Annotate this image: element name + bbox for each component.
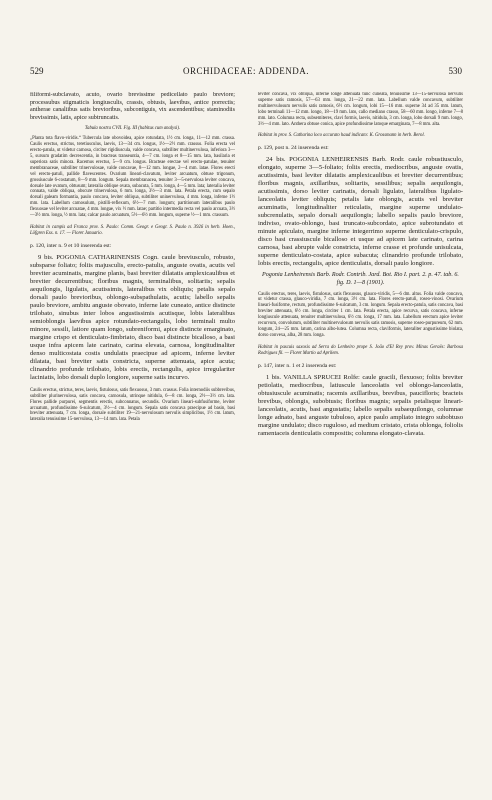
species-name: VANILLA SPRUCEI Rolfe:: [283, 373, 360, 381]
species-number: 24 bis.: [266, 156, 286, 164]
species-diagnosis: caule gracili, flexuoso; foliis breviter petiolatis, mediocribus, latiuscule lanceolatis vel oblongo-lanceolatis, obtusiuscule acuminatis; racemis axillaribus, brevibus, paucifloris; bracteis brevibus, oblongis, subobtusis; floribus magnis; sepalis petalisque lineari-lanceolatis, acutis, basi angustatis; labello sepalis subaequilongo, columnae longe adnato, basi anguste tubuloso, apice paulo ampliato integro subobtuso margine undulato; disco ruguloso, ad medium cristato, crista oblonga, foliolis ramentaceis denticulatis compositis; columna elongato-clavata.: [258, 373, 463, 437]
description-detail: „Planta tota flavo-viridis.“ Tubercula late obovoidea, apice rotundata, 1½ cm. longa, 11—12 mm. crassa. Caulis erectus, strictus, teretiusculus, laevis, 13—34 cm. longus, 1½—2½ mm. crassus. Folia erecta vel erecto-patula, ut videtur carnosa, circiter rigidiuscula, valde concava, subtiliter multinervulosa, inferiora 3—5, sursum gradatim decrescentia, in bracteas transeuntia, 4—7 cm. longa et 8—15 mm. lata, basilaria et superiora satis minora. Racemus erectus, 5—9 cm. longus. Bracteae erectae vel erecto-patulae, tenuiter membranaceae, subtiliter trinervulosae, valde concavae, 8—12 mm. longae, 2—4 mm. latae. Flores erecti vel erecto-patuli, pallide flavescentes. Ovarium lineari-clavatum, leviter arcuatum, obtuse trigonum, grossiuscule 6-costatum, 8—9 mm. longum. Sepala membranacea, tenuiter 3—5-nervulosa leviter concava, dorsale late ovatum, obtusum; lateralia oblique ovata, subacuta, 5 mm. longa, 4—5 mm. lata; lateralia leviter connata, valde obliqua, obscure trinervulosa, 6 mm. longa, 3½—3 mm. lata. Petala erecta, cum sepalo dorsali galeam formantia, paulo concava, leviter obliqua, subtiliter uninervulosa, 4 mm. longa, inferne 1½ mm. lata. Labellum carnosulum, pistilli-reflexum, 6½—7 mm. longum; partitionum lateralibus paulo flexuosae vel leviter arcuatae, 4 mm. longae, vix ½ mm. latae; partitio intermedia recta vel paulo arcuata, 3½—3½ mm. longa, ½ mm. lata; calcar paulo arcuatum, 5½—6½ mm. longum, superne ½—1 mm. crassum.: [30, 136, 235, 219]
page-number-right: 530: [448, 66, 462, 76]
insertion-note: p. 129, post n. 24 inserenda est:: [258, 145, 329, 152]
left-column: [30, 92, 235, 782]
species-entry: [258, 374, 463, 438]
species-diagnosis: caule robustiusculo, elongato, superne 3—5-foliato; foliis erectis, mediocribus, anguste ovatis, acutissimis, basi leviter dilatatis amplexicaulibus et breviter decurrentibus; floribus magnis, axillaribus, solitariis, sessilibus; sepalis aequilongis, acutissimis, dorso leviter carinatis, dorsali ligulato, lateralibus ligulato-lanceolatis leviter obliquis; petalis late oblongis, acutis vel breviter acuminatis, longitudinaliter reticulatis, margine superne undulato-subcrenulatis, sepalo dorsali aequilongis; labello sepalis paulo breviore, indiviso, ovato-oblongo, basi truncato-subcordato, apice subrotundato et minute apiculato, margine inferne integerrimo superne denticulato-crispulo, disco basi crassiuscule bicalloso et usque ad apicem late carinato, carina carnosa, basi abrupte valde constricta, inferne crasse et profunde unisulcata, superne denticulato-costata, apice subacuta; clinandrio profunde trilobato, lobis erectis, rectangulis, apice denticulatis, dorsali paulo longiore.: [258, 156, 463, 268]
species-description: Caulis erectus, teres, laevis, fistulosus, satis flexuosus, glauco-viridis, 5—6 dm. altus. Folia valde concava, ut videtur crassa, glauco-viridia, 7 cm. longa, 3½ cm. lata. Flores erecto-patuli, roseo-vinosi. Ovarium lineari-fusiforme, rectum, profundissime 6-sulcatum, 3 cm. longum. Sepala erecto-patula, satis concava, basi breviter attenuata, 6½ cm. longa, circiter 1 cm. lata. Petala erecta, apice recurva, satis concava, inferne longiuscule attenuata, tenuiter multinervulosa, 6½ cm. longa, 17 mm. lata. Labellum erectum apice leviter recurvum, convolutum, subtiliter multinervulosum nervulis satis ramosis, superne roseo-purpureum, 62 mm. longum, 24—25 mm. latum, carina albo-lutea. Columna recta, claviformis, lateraliter angustissime biolata, dorso convexa, alba, 28 mm. longa.: [258, 291, 463, 338]
running-title: ORCHIDACEAE: ADDENDA.: [183, 66, 309, 76]
species-description: Caulis erectus, strictus, teres, laevis, fistulosus, satis flexuosus, 3 mm. crassus. Folia internodiis subbrevibus, subtiliter plurinervulosa, satis concava, carnosula, utrinque nitidula, 6—8 cm. longa, 2½—3½ cm. lata. Flores pallide purpurei, segmentis erectis, subconnatus, secundis. Ovarium lineari-subfusiforme, leviter arcuatum, profundissime 6-sulcatum, 3½—4 cm. longum. Sepala satis concava praecipue ad basin, basi breviter attenuata, 7 cm. longa, dorsale subtiliter 19—21-nervulosum nervulis simplicibus, 1½ cm. latum, lateralia tenuissime 15-nervulosa, 13—14 mm. lata. Petala: [30, 387, 235, 423]
description-latin: filiformi-subclavato, acuto, ovario brevissime pedicellato paulo breviore; processubus stigmaticis longiusculis, crassis, obtusis, laevibus, antice porrectis; antherae canaliibus satis brevioribus, subcontiguis, vix ascendentibus; staminodiis brevissimis, latis, apice subtruncatis.: [30, 92, 235, 121]
plate-caption: Tabula nostra CVII. Fig. III (habitus cum analysi).: [84, 126, 181, 132]
citation: Pogonia Lenheirensis Barb. Rodr. Contrib. Jard. Bot. Rio I. part. 2. p. 47. tab. 6. fig. D. 1—8 (1901).: [262, 272, 459, 286]
species-entry: [258, 156, 463, 268]
species-name: POGONIA LENHEIRENSIS Barb. Rodr.: [289, 156, 405, 164]
running-header: [30, 66, 462, 80]
habitat-note: Habitat in prov. S. Catharina loco accurato haud indicato: K. Grossmann in herb. Berol.: [258, 133, 425, 139]
species-entry: [30, 254, 235, 382]
insertion-note: p. 147, inter n. 1 et 2 inserenda est:: [258, 362, 337, 369]
description-continued: leviter concava, vix obliqua, inferne longe attenuata tunc cuneata, tenuissime 13—15-nervulosa nervulis superne satis ramosis, 57—63 mm. longa, 21—22 mm. lata. Labellum valde concavum, subtiliter multinervulosum nervulis satis ramosis, 6½ cm. longum, lobi 15—16 mm. superne 34 ad 35 mm. latum, lobo terminali 11—12 mm. longo, 18—19 mm. lato, callo mediano crasso, 58—60 mm. longo, inferne 7—8 mm. lato. Columna recta, subsemiteres, clavi formis, laevis, nitidula, 3 cm. longa, lobo dorsali 9 mm. longo, 3½—4 mm. lato. Anthera obtuse conica, apice profundissime latoque emarginata, 7—8 mm. alta.: [258, 92, 463, 127]
species-diagnosis: caule breviusculo, robusto, subsparse foliato; foliis majusculis, erecto-patulis, anguste ovatis, acutis vel breviter acuminatis, margine planis, basi breviter dilatatis amplexicaulibus et breviter decurrentibus; floribus magnis, terminalibus, solitariis; sepalis aequilongis, ligulatis, acutissimis, lateralibus vix obliquis; petalis sepalo dorsali paulo brevioribus, oblongo-subspathulatis, acutis; labello sepalis paulo breviore, ambitu anguste obovato, inferne late cuneato, antice distincte trilobato, sinubus inter lobos angustissimis acutisque, lobis lateralibus semioblongis laevibus apice rotundato-rectangulis, lobo terminali multo minore, sessili, latiore quam longo, subreniformi, apice distincte emarginato, margine crispo et denticulato-fimbriato, disco basi distincte bicalloso, a basi usque infra apicem late carinato, carina elevata, carnosa, longitudinaliter denso multicostata costis undulatis praecipue ad apicem, inferne leviter dilatata, basi breviter satis constricta, superne attenuata, apice acuta; clinandrio profunde trilobato, lobis erectis, rectangulis, apice irregulariter laciniatis, lobo dorsali duplo longiore, superne satis incurvo.: [30, 253, 235, 381]
species-number: 9 bis.: [38, 253, 54, 261]
page-number-left: 529: [30, 66, 44, 76]
insertion-note: p. 120, inter n. 9 et 10 inserenda est:: [30, 242, 112, 249]
species-name: POGONIA CATHARINENSIS Cogn.: [56, 253, 159, 261]
species-number: 1 bis.: [266, 373, 282, 381]
habitat-note: Habitat in campis ad Franca prov. S. Paulo: Comm. Geogr. e Geogr. S. Paulo n. 3926 in herb. Hoen., Löfgren Exs. n. 17. — Floret Januario.: [30, 224, 235, 236]
right-column: [258, 92, 463, 782]
habitat-note: Habitat in pascuis saxosis ad Serra do Lenheiro prope S. João d'El Rey prov. Minas Geraës: Barbosa Rodrigues fil. — Floret Martio ad Aprilem.: [258, 344, 463, 356]
